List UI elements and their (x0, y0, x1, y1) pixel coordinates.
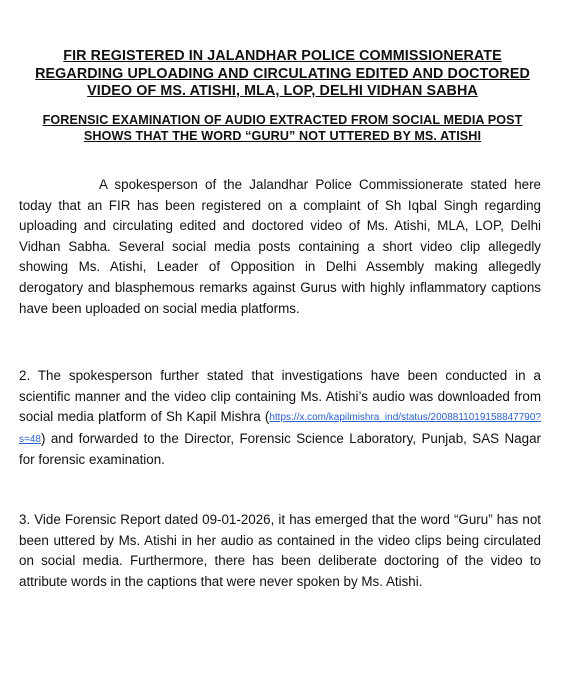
document-title: FIR REGISTERED IN JALANDHAR POLICE COMMISSIONERATE REGARDING UPLOADING AND CIRCULATING EDITED AND DOCTORED VIDEO OF MS. ATISHI, MLA, LOP, DELHI VIDHAN SABHA (35, 48, 530, 99)
paragraph-2-text-after-link: ) and forwarded to the Director, Forensic Science Laboratory, Punjab, SAS Nagar for forensic examination. (19, 430, 541, 468)
document-subtitle: FORENSIC EXAMINATION OF AUDIO EXTRACTED FROM SOCIAL MEDIA POST SHOWS THAT THE WORD “GURU” NOT UTTERED BY MS. ATISHI (42, 113, 523, 143)
source-post-link[interactable]: https://x.com/kapilmishra_ind/status/2008811019158847790?s=48 (19, 412, 541, 445)
paragraph-3: 3. Vide Forensic Report dated 09-01-2026, it has emerged that the word “Guru” has not been uttered by Ms. Atishi in her audio as contained in the video clips being circulated on social media. Furthermore, there has been deliberate doctoring of the video to attribute words in the captions that were never spoken by Ms. Atishi. (19, 512, 541, 589)
paragraph-2 (19, 366, 541, 471)
paragraph-2-text-before-link: 2. The spokesperson further stated that investigations have been conducted in a scientific manner and the video clip containing Ms. Atishi’s audio was downloaded from social media platform of Sh Kapil Mishra ( (19, 368, 541, 425)
paragraph-1: A spokesperson of the Jalandhar Police Commissionerate stated here today that an FIR has been registered on a complaint of Sh Iqbal Singh regarding uploading and circulating edited and doctored video of Ms. Atishi, MLA, LOP, Delhi Vidhan Sabha. Several social media posts containing a short video clip allegedly showing Ms. Atishi, Leader of Opposition in Delhi Assembly making allegedly derogatory and blasphemous remarks against Gurus with highly inflammatory captions have been uploaded on social media platforms. (19, 177, 541, 316)
